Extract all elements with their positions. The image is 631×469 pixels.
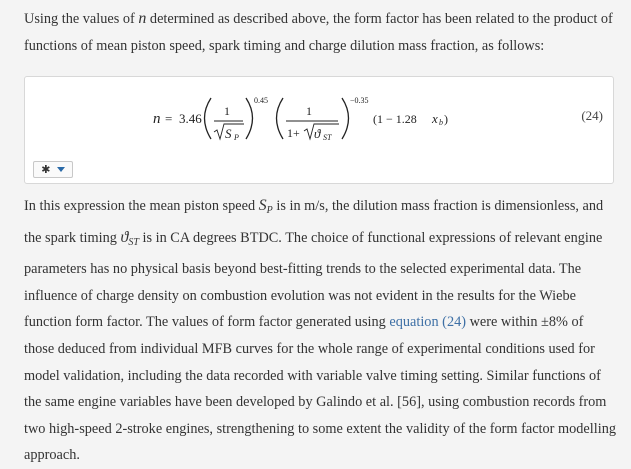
explanation-text-4: were within ±8% of those deduced from individual MFB curves for the whole range of experimental conditions used for model validation, including the data recorded with variable valve timing setting. Similar functions of the same engine variables have been developed by Galindo et al. [56], using combustion records from two high-speed 2-stroke engines, strengthening to some extent the validity of the form factor modelling approach. <box>24 314 616 464</box>
intro-text-start: Using the values of <box>24 11 139 27</box>
equation-options-button[interactable] <box>33 161 73 178</box>
eq-lhs-n: n <box>153 111 161 127</box>
third-factor-close: ) <box>444 112 448 126</box>
equation-number: (24) <box>581 108 603 123</box>
sqrt2-theta: ϑ <box>314 126 321 141</box>
equation-24-link[interactable]: equation (24) <box>389 314 466 331</box>
third-factor-x-sub: b <box>439 118 443 127</box>
sqrt1-S-sub: P <box>234 133 239 142</box>
equation-box <box>24 76 614 184</box>
var-theta-sub: ST <box>128 236 139 248</box>
paren1-left <box>205 98 212 139</box>
explanation-paragraph <box>24 193 616 469</box>
frac2-numerator: 1 <box>306 104 312 118</box>
var-S: S <box>258 197 267 214</box>
var-theta: ϑ <box>120 228 129 246</box>
sqrt2-sign <box>304 124 339 139</box>
equation-24 <box>25 77 613 183</box>
chevron-down-icon <box>57 167 65 172</box>
paren1-right <box>246 98 253 139</box>
explanation-text-2: is in m/s, the dilution mass fraction is dimensionless, and the spark timing <box>24 198 604 246</box>
sqrt2-theta-sub: ST <box>323 133 332 142</box>
frac1-numerator: 1 <box>224 104 230 118</box>
explanation-text-1: In this expression the mean piston speed <box>24 198 259 214</box>
var-n: n <box>138 10 147 27</box>
paren2-left <box>277 98 284 139</box>
intro-paragraph <box>24 6 616 59</box>
gear-icon: ✱ <box>41 163 51 176</box>
third-factor-x: x <box>432 111 438 126</box>
eq-coefficient: 3.46 <box>179 111 202 126</box>
eq-equals: = <box>165 111 173 126</box>
exp2: −0.35 <box>350 96 369 105</box>
frac2-one-plus: 1+ <box>287 126 300 140</box>
var-S-sub: P <box>266 205 273 216</box>
third-factor-open: (1 − 1.28 <box>373 112 417 126</box>
paren2-right <box>342 98 349 139</box>
explanation-text-3: is in CA degrees BTDC. The choice of functional expressions of relevant engine parameters has no physical basis beyond best-fitting trends to the selected experimental data. The influence of charge density on combustion evolution was not evident in the results for the Wiebe function form factor. The values of form factor generated using <box>24 229 603 331</box>
exp1: 0.45 <box>254 96 268 105</box>
sqrt1-S: S <box>225 126 232 141</box>
intro-text-end: determined as described above, the form factor has been related to the product of functions of mean piston speed, spark timing and charge dilution mass fraction, as follows: <box>24 11 613 54</box>
